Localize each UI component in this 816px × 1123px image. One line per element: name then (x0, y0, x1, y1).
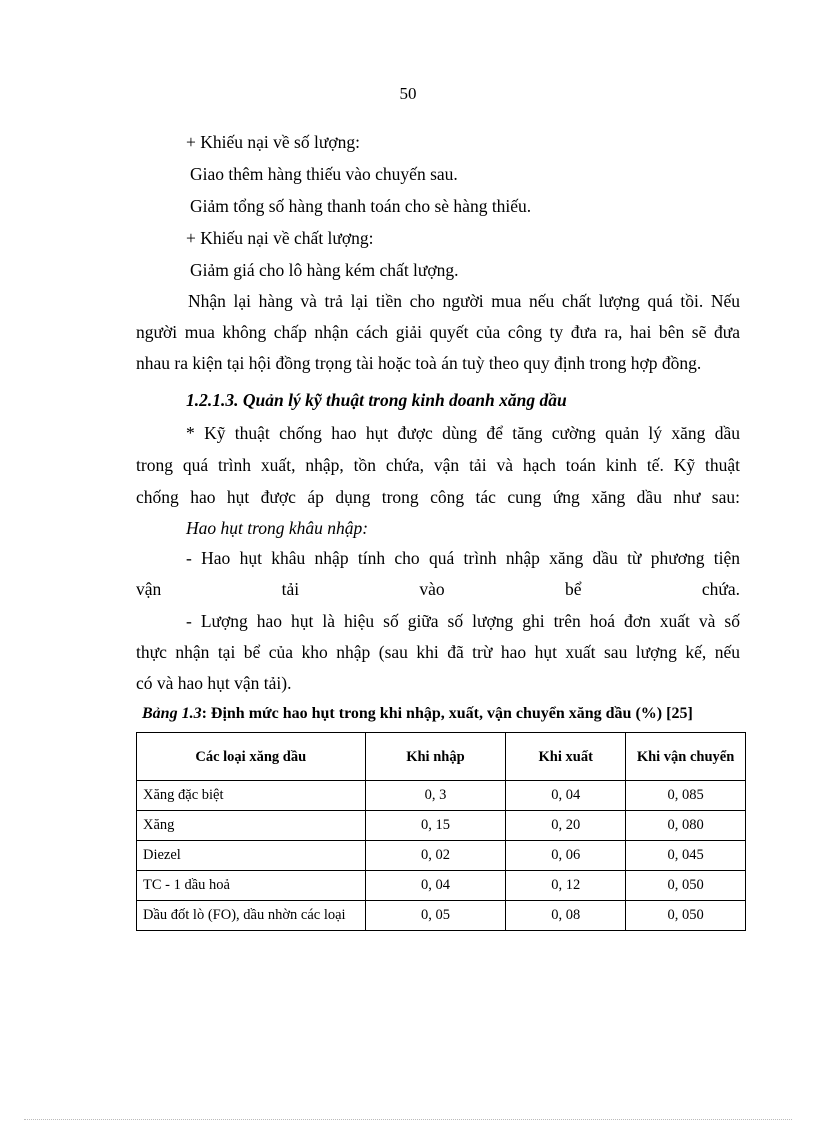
cell-import: 0, 3 (365, 781, 506, 811)
cell-transport: 0, 050 (626, 871, 746, 901)
header-import: Khi nhập (365, 733, 506, 781)
cell-export: 0, 12 (506, 871, 626, 901)
paragraph-quantity-complaint: + Khiếu nại về số lượng: (186, 132, 360, 152)
loss-norms-table (136, 732, 746, 931)
table-row (137, 901, 746, 931)
paragraph-loss-amount-line1: - Lượng hao hụt là hiệu số giữa số lượng ghi trên hoá đơn xuất và số (186, 611, 740, 631)
cell-fuel-type: Diezel (137, 841, 366, 871)
cell-import: 0, 02 (365, 841, 506, 871)
table-caption-text: : Định mức hao hụt trong khi nhập, xuất, vận chuyển xăng dầu (%) [25] (201, 705, 693, 722)
table-caption (142, 703, 693, 725)
table-row (137, 841, 746, 871)
paragraph-price-reduction: Giảm giá cho lô hàng kém chất lượng. (190, 260, 459, 280)
cell-transport: 0, 085 (626, 781, 746, 811)
paragraph-anti-loss-line2: trong quá trình xuất, nhập, tồn chứa, vận tải và hạch toán kinh tế. Kỹ thuật (136, 455, 740, 475)
paragraph-return-goods-line1: Nhận lại hàng và trả lại tiền cho người mua nếu chất lượng quá tồi. Nếu (188, 291, 740, 311)
section-heading: 1.2.1.3. Quản lý kỹ thuật trong kinh doanh xăng dầu (186, 390, 567, 410)
paragraph-import-loss-line2: vận tải vào bể chứa. (136, 579, 740, 599)
cell-transport: 0, 050 (626, 901, 746, 931)
cell-fuel-type: Dầu đốt lò (FO), dầu nhờn các loại (137, 901, 366, 931)
cell-export: 0, 06 (506, 841, 626, 871)
subheading-import-loss: Hao hụt trong khâu nhập: (186, 518, 369, 538)
cell-fuel-type: Xăng đặc biệt (137, 781, 366, 811)
cell-export: 0, 04 (506, 781, 626, 811)
paragraph-return-goods-line2: người mua không chấp nhận cách giải quyết của công ty đưa ra, hai bên sẽ đưa (136, 322, 740, 342)
header-export: Khi xuất (506, 733, 626, 781)
page-number: 50 (399, 84, 417, 103)
cell-export: 0, 08 (506, 901, 626, 931)
table-header-row (137, 733, 746, 781)
paragraph-return-goods-line3: nhau ra kiện tại hội đồng trọng tài hoặc toà án tuỳ theo quy định trong hợp đồng. (136, 353, 702, 373)
paragraph-reduce-payment: Giảm tổng số hàng thanh toán cho sè hàng thiếu. (190, 196, 532, 216)
cell-fuel-type: TC - 1 dầu hoả (137, 871, 366, 901)
cell-import: 0, 15 (365, 811, 506, 841)
paragraph-import-loss-line1: - Hao hụt khâu nhập tính cho quá trình nhập xăng dầu từ phương tiện (186, 548, 740, 568)
cell-transport: 0, 080 (626, 811, 746, 841)
table-caption-label: Bảng 1.3 (142, 705, 202, 722)
paragraph-quality-complaint: + Khiếu nại về chất lượng: (186, 228, 374, 248)
table-row (137, 871, 746, 901)
cell-export: 0, 20 (506, 811, 626, 841)
table-row (137, 781, 746, 811)
cell-import: 0, 04 (365, 871, 506, 901)
paragraph-anti-loss-line1: * Kỹ thuật chống hao hụt được dùng để tăng cường quản lý xăng dầu (186, 423, 740, 443)
header-fuel-type: Các loại xăng dầu (137, 733, 366, 781)
cell-import: 0, 05 (365, 901, 506, 931)
table-row (137, 811, 746, 841)
paragraph-deliver-shortfall: Giao thêm hàng thiếu vào chuyến sau. (190, 164, 458, 184)
page-bottom-divider (24, 1119, 792, 1120)
paragraph-anti-loss-line3: chống hao hụt được áp dụng trong công tác cung ứng xăng dầu như sau: (136, 487, 740, 507)
paragraph-loss-amount-line3: có và hao hụt vận tải). (136, 673, 292, 693)
header-transport: Khi vận chuyển (626, 733, 746, 781)
paragraph-loss-amount-line2: thực nhận tại bể của kho nhập (sau khi đã trừ hao hụt xuất sau lượng kế, nếu (136, 642, 740, 662)
cell-transport: 0, 045 (626, 841, 746, 871)
cell-fuel-type: Xăng (137, 811, 366, 841)
